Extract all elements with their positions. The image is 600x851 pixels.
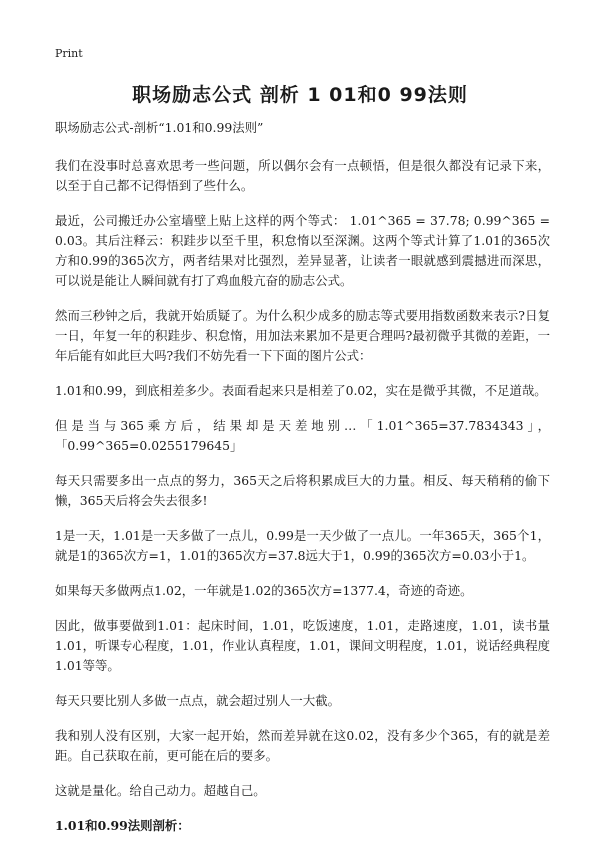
article-body — [55, 118, 550, 851]
paragraph: 这就是量化。给自己动力。超越自己。 — [55, 783, 266, 798]
paragraph: 1.01和0.99，到底相差多少。表面看起来只是相差了0.02，实在是微乎其微，不足道哉。 — [55, 383, 547, 398]
paragraph: 我和别人没有区别，大家一起开始，然而差异就在这0.02，没有多少个365，有的就是差距。自己获取在前，更可能在后的要多。 — [55, 728, 550, 763]
paragraph: 最近，公司搬迁办公室墙壁上贴上这样的两个等式： 1.01^365 = 37.78; 0.99^365 = 0.03。其后注释云：积跬步以至千里，积怠惰以至深渊。这两个等式计算了1.01的365次方和0.99的365次方，两者结果对比强烈，差异显著，让读者一眼就感到震撼进而深思，可以说是能让人瞬间就有打了鸡血般亢奋的励志公式。 — [55, 213, 550, 288]
section-heading: 1.01和0.99法则剖析： — [55, 818, 190, 833]
print-link[interactable]: Print — [55, 47, 83, 60]
paragraph: 但是当与365乘方后，结果却是天差地别…「1.01^365=37.7834343」，「0.99^365=0.0255179645」 — [55, 418, 550, 453]
paragraph: 然而三秒钟之后，我就开始质疑了。为什么积少成多的励志等式要用指数函数来表示?日复一日，年复一年的积跬步、积怠惰，用加法来累加不是更合理吗?最初微乎其微的差距，一年后能有如此巨大吗?我们不妨先看一下下面的图片公式： — [55, 308, 550, 363]
paragraph: 每天只要比别人多做一点点，就会超过别人一大截。 — [55, 693, 340, 708]
paragraph: 1是一天，1.01是一天多做了一点儿，0.99是一天少做了一点儿。一年365天，365个1，就是1的365次方=1，1.01的365次方=37.8远大于1，0.99的365次方=0.03小于1。 — [55, 528, 550, 563]
paragraph: 我们在没事时总喜欢思考一些问题，所以偶尔会有一点顿悟，但是很久都没有记录下来，以至于自己都不记得悟到了些什么。 — [55, 158, 550, 193]
paragraph: 因此，做事要做到1.01：起床时间，1.01，吃饭速度，1.01，走路速度，1.01，读书量1.01，听课专心程度，1.01，作业认真程度，1.01，课间文明程度，1.01，说话经典程度1.01等等。 — [55, 618, 550, 673]
article-subtitle: 职场励志公式-剖析“1.01和0.99法则” — [55, 120, 264, 135]
paragraph: 每天只需要多出一点点的努力，365天之后将积累成巨大的力量。相反、每天稍稍的偷下懒，365天后将会失去很多! — [55, 473, 550, 508]
paragraph: 如果每天多做两点1.02，一年就是1.02的365次方=1377.4，奇迹的奇迹。 — [55, 583, 473, 598]
page-title: 职场励志公式 剖析 1 01和0 99法则 — [132, 84, 468, 106]
